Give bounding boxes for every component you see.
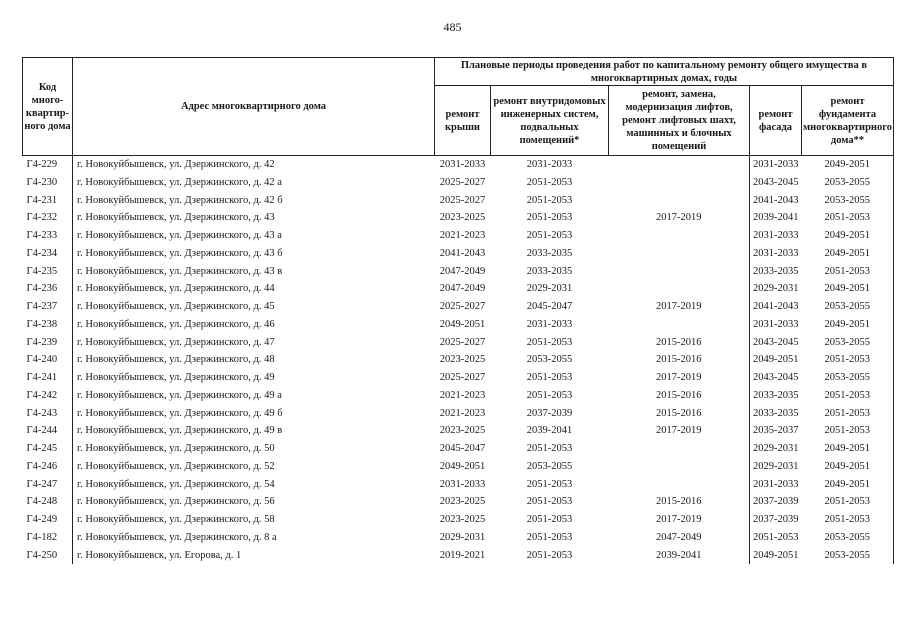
cell-roof: 2025-2027	[439, 336, 486, 348]
cell-foundation: 2049-2051	[802, 476, 894, 494]
cell-roof: 2045-2047	[439, 443, 486, 454]
header-facade: ремонт фасада	[750, 86, 802, 156]
cell-address: г. Новокуйбышевск, ул. Дзержинского, д. 49	[73, 369, 435, 387]
cell-address: г. Новокуйбышевск, ул. Егорова, д. 1	[73, 547, 435, 565]
cell-facade: 2031-2033	[750, 245, 802, 263]
cell-code: Г4-246	[26, 460, 58, 472]
header-code: Код много-квартир-ного дома	[23, 58, 73, 156]
cell-foundation: 2051-2053	[802, 511, 894, 529]
table-row	[23, 245, 894, 263]
cell-address: г. Новокуйбышевск, ул. Дзержинского, д. 43 б	[73, 245, 435, 263]
cell-code: Г4-237	[26, 301, 58, 312]
cell-systems: 2051-2053	[526, 176, 573, 188]
cell-facade: 2031-2033	[750, 476, 802, 494]
cell-lifts: 2015-2016	[656, 496, 702, 508]
cell-roof: 2049-2051	[439, 460, 486, 472]
cell-lifts	[609, 263, 750, 281]
cell-systems: 2051-2053	[526, 496, 573, 508]
cell-foundation: 2051-2053	[802, 351, 894, 369]
cell-code: Г4-234	[26, 247, 58, 259]
cell-lifts: 2017-2019	[656, 514, 702, 525]
cell-facade: 2043-2045	[750, 334, 802, 352]
cell-code: Г4-235	[26, 265, 58, 277]
cell-foundation: 2049-2051	[802, 458, 894, 476]
cell-address: г. Новокуйбышевск, ул. Дзержинского, д. 54	[73, 476, 435, 494]
cell-lifts: 2015-2016	[656, 354, 702, 366]
cell-lifts	[609, 280, 750, 298]
cell-address: г. Новокуйбышевск, ул. Дзержинского, д. 56	[73, 493, 435, 511]
cell-systems: 2037-2039	[526, 407, 573, 419]
cell-address: г. Новокуйбышевск, ул. Дзержинского, д. 52	[73, 458, 435, 476]
cell-address: г. Новокуйбышевск, ул. Дзержинского, д. 42 б	[73, 192, 435, 210]
cell-foundation: 2053-2055	[802, 334, 894, 352]
table-row	[23, 422, 894, 440]
cell-systems: 2051-2053	[526, 389, 573, 401]
cell-lifts: 2015-2016	[656, 389, 702, 401]
cell-roof: 2021-2023	[439, 407, 486, 419]
cell-foundation: 2049-2051	[802, 316, 894, 334]
cell-lifts	[609, 156, 750, 174]
cell-foundation: 2053-2055	[802, 547, 894, 565]
cell-lifts	[609, 227, 750, 245]
cell-facade: 2033-2035	[750, 263, 802, 281]
cell-lifts: 2039-2041	[656, 549, 702, 561]
cell-roof: 2021-2023	[439, 389, 486, 401]
cell-address: г. Новокуйбышевск, ул. Дзержинского, д. 43	[73, 209, 435, 227]
cell-code: Г4-238	[26, 318, 58, 330]
cell-code: Г4-236	[26, 283, 58, 295]
cell-address: г. Новокуйбышевск, ул. Дзержинского, д. 44	[73, 280, 435, 298]
cell-foundation: 2049-2051	[802, 280, 894, 298]
cell-code: Г4-230	[26, 176, 58, 188]
cell-systems: 2051-2053	[526, 194, 573, 206]
cell-lifts	[609, 174, 750, 192]
cell-address: г. Новокуйбышевск, ул. Дзержинского, д. 49 в	[73, 422, 435, 440]
cell-facade: 2031-2033	[750, 316, 802, 334]
cell-facade: 2031-2033	[750, 227, 802, 245]
cell-systems: 2033-2035	[526, 265, 573, 277]
cell-roof: 2041-2043	[439, 247, 486, 259]
table-row	[23, 476, 894, 494]
cell-lifts: 2015-2016	[656, 407, 702, 419]
cell-address: г. Новокуйбышевск, ул. Дзержинского, д. 49 б	[73, 405, 435, 423]
cell-systems: 2051-2053	[526, 549, 573, 561]
cell-roof: 2021-2023	[439, 230, 486, 241]
cell-foundation: 2049-2051	[802, 227, 894, 245]
cell-code: Г4-247	[26, 478, 58, 490]
cell-code: Г4-233	[26, 230, 58, 241]
cell-lifts: 2017-2019	[656, 372, 702, 383]
cell-code: Г4-242	[26, 389, 58, 401]
cell-facade: 2049-2051	[750, 547, 802, 565]
table-row	[23, 493, 894, 511]
cell-systems: 2031-2033	[491, 156, 609, 174]
cell-address: г. Новокуйбышевск, ул. Дзержинского, д. 8 а	[73, 529, 435, 547]
cell-systems: 2051-2053	[526, 212, 573, 224]
cell-roof: 2031-2033	[435, 156, 491, 174]
cell-code: Г4-245	[26, 443, 58, 454]
table-row	[23, 405, 894, 423]
cell-lifts	[609, 476, 750, 494]
cell-code: Г4-231	[26, 194, 58, 206]
cell-roof: 2025-2027	[439, 176, 486, 188]
cell-systems: 2031-2033	[526, 318, 573, 330]
cell-facade: 2037-2039	[750, 493, 802, 511]
cell-facade: 2029-2031	[750, 458, 802, 476]
cell-code: Г4-182	[26, 531, 58, 543]
cell-systems: 2033-2035	[526, 247, 573, 259]
cell-lifts: 2017-2019	[656, 301, 702, 312]
cell-systems: 2051-2053	[526, 372, 573, 383]
cell-code: Г4-240	[26, 354, 58, 366]
cell-lifts	[609, 192, 750, 210]
cell-foundation: 2051-2053	[802, 422, 894, 440]
cell-lifts: 2017-2019	[656, 212, 702, 224]
table-row	[23, 192, 894, 210]
cell-foundation: 2051-2053	[802, 209, 894, 227]
cell-foundation: 2053-2055	[802, 529, 894, 547]
cell-facade: 2049-2051	[750, 351, 802, 369]
header-lifts: ремонт, замена, модернизация лифтов, ремонт лифтовых шахт, машинных и блочных помещений	[609, 86, 750, 156]
cell-facade: 2033-2035	[750, 405, 802, 423]
cell-foundation: 2051-2053	[802, 493, 894, 511]
cell-address: г. Новокуйбышевск, ул. Дзержинского, д. 42	[73, 156, 435, 174]
cell-roof: 2031-2033	[439, 478, 486, 490]
cell-systems: 2039-2041	[526, 425, 573, 437]
table-row	[23, 174, 894, 192]
cell-code: Г4-250	[26, 549, 58, 561]
table-row	[23, 458, 894, 476]
cell-lifts: 2047-2049	[656, 531, 702, 543]
cell-systems: 2029-2031	[526, 283, 573, 295]
cell-facade: 2041-2043	[750, 298, 802, 316]
cell-foundation: 2053-2055	[802, 369, 894, 387]
table-row	[23, 280, 894, 298]
cell-lifts	[609, 245, 750, 263]
table-row	[23, 209, 894, 227]
cell-foundation: 2053-2055	[802, 174, 894, 192]
cell-systems: 2051-2053	[526, 514, 573, 525]
cell-facade: 2031-2033	[750, 156, 802, 174]
cell-lifts	[609, 440, 750, 458]
cell-address: г. Новокуйбышевск, ул. Дзержинского, д. 47	[73, 334, 435, 352]
table-row	[23, 387, 894, 405]
cell-foundation: 2053-2055	[802, 298, 894, 316]
table-header	[23, 58, 894, 156]
page-number: 485	[443, 20, 462, 34]
cell-foundation: 2053-2055	[802, 192, 894, 210]
cell-facade: 2029-2031	[750, 280, 802, 298]
cell-address: г. Новокуйбышевск, ул. Дзержинского, д. 58	[73, 511, 435, 529]
header-roof: ремонт крыши	[435, 86, 491, 156]
cell-lifts: 2017-2019	[656, 425, 702, 437]
cell-roof: 2019-2021	[439, 549, 486, 561]
cell-systems: 2051-2053	[526, 443, 573, 454]
cell-foundation: 2051-2053	[802, 387, 894, 405]
cell-address: г. Новокуйбышевск, ул. Дзержинского, д. 46	[73, 316, 435, 334]
cell-systems: 2053-2055	[526, 460, 573, 472]
cell-lifts	[609, 316, 750, 334]
table-row	[23, 351, 894, 369]
table-row	[23, 529, 894, 547]
cell-code: Г4-248	[26, 496, 58, 508]
cell-code: Г4-243	[26, 407, 58, 419]
cell-lifts: 2015-2016	[656, 336, 702, 348]
cell-facade: 2043-2045	[750, 174, 802, 192]
cell-address: г. Новокуйбышевск, ул. Дзержинского, д. 45	[73, 298, 435, 316]
cell-code: Г4-249	[26, 514, 58, 525]
table-row	[23, 227, 894, 245]
cell-roof: 2047-2049	[439, 283, 486, 295]
cell-address: г. Новокуйбышевск, ул. Дзержинского, д. 48	[73, 351, 435, 369]
cell-roof: 2047-2049	[439, 265, 486, 277]
cell-systems: 2051-2053	[526, 336, 573, 348]
cell-lifts	[609, 458, 750, 476]
table-row	[23, 263, 894, 281]
cell-foundation: 2049-2051	[802, 156, 894, 174]
cell-roof: 2025-2027	[439, 372, 486, 383]
header-periods: Плановые периоды проведения работ по капитальному ремонту общего имущества в многоквартирных домах, годы	[435, 58, 894, 86]
table-row	[23, 440, 894, 458]
cell-foundation: 2051-2053	[802, 263, 894, 281]
cell-roof: 2049-2051	[439, 318, 486, 330]
cell-address: г. Новокуйбышевск, ул. Дзержинского, д. 43 а	[73, 227, 435, 245]
cell-roof: 2023-2025	[439, 496, 486, 508]
cell-address: г. Новокуйбышевск, ул. Дзержинского, д. 43 в	[73, 263, 435, 281]
cell-facade: 2051-2053	[750, 529, 802, 547]
repair-schedule-table	[22, 57, 894, 564]
cell-systems: 2051-2053	[526, 531, 573, 543]
table-body	[23, 156, 894, 565]
cell-roof: 2025-2027	[439, 194, 486, 206]
table-row	[23, 369, 894, 387]
header-systems: ремонт внутридомовых инженерных систем, подвальных помещений*	[491, 86, 609, 156]
cell-foundation: 2049-2051	[802, 245, 894, 263]
cell-roof: 2029-2031	[439, 531, 486, 543]
cell-roof: 2023-2025	[439, 354, 486, 366]
cell-systems: 2051-2053	[526, 478, 573, 490]
table-row	[23, 316, 894, 334]
cell-roof: 2023-2025	[439, 514, 486, 525]
cell-roof: 2025-2027	[439, 301, 486, 312]
cell-address: г. Новокуйбышевск, ул. Дзержинского, д. 49 а	[73, 387, 435, 405]
cell-roof: 2023-2025	[439, 212, 486, 224]
table-row	[23, 547, 894, 565]
cell-facade: 2033-2035	[750, 387, 802, 405]
cell-systems: 2051-2053	[526, 230, 573, 241]
cell-address: г. Новокуйбышевск, ул. Дзержинского, д. 50	[73, 440, 435, 458]
table-row	[23, 156, 894, 174]
cell-systems: 2053-2055	[526, 354, 573, 366]
table-row	[23, 298, 894, 316]
cell-facade: 2039-2041	[750, 209, 802, 227]
cell-systems: 2045-2047	[526, 301, 573, 312]
cell-address: г. Новокуйбышевск, ул. Дзержинского, д. 42 а	[73, 174, 435, 192]
header-address: Адрес многоквартирного дома	[73, 58, 435, 156]
cell-code: Г4-244	[26, 425, 58, 437]
cell-facade: 2035-2037	[750, 422, 802, 440]
header-foundation: ремонт фундамента многоквартирного дома**	[802, 86, 894, 156]
cell-roof: 2023-2025	[439, 425, 486, 437]
table-row	[23, 334, 894, 352]
cell-foundation: 2051-2053	[802, 405, 894, 423]
cell-facade: 2037-2039	[750, 511, 802, 529]
cell-foundation: 2049-2051	[802, 440, 894, 458]
cell-facade: 2041-2043	[750, 192, 802, 210]
cell-code: Г4-229	[23, 156, 73, 174]
cell-facade: 2043-2045	[750, 369, 802, 387]
cell-code: Г4-239	[26, 336, 58, 348]
cell-code: Г4-241	[26, 372, 58, 383]
cell-code: Г4-232	[26, 212, 58, 224]
table-row	[23, 511, 894, 529]
cell-facade: 2029-2031	[750, 440, 802, 458]
